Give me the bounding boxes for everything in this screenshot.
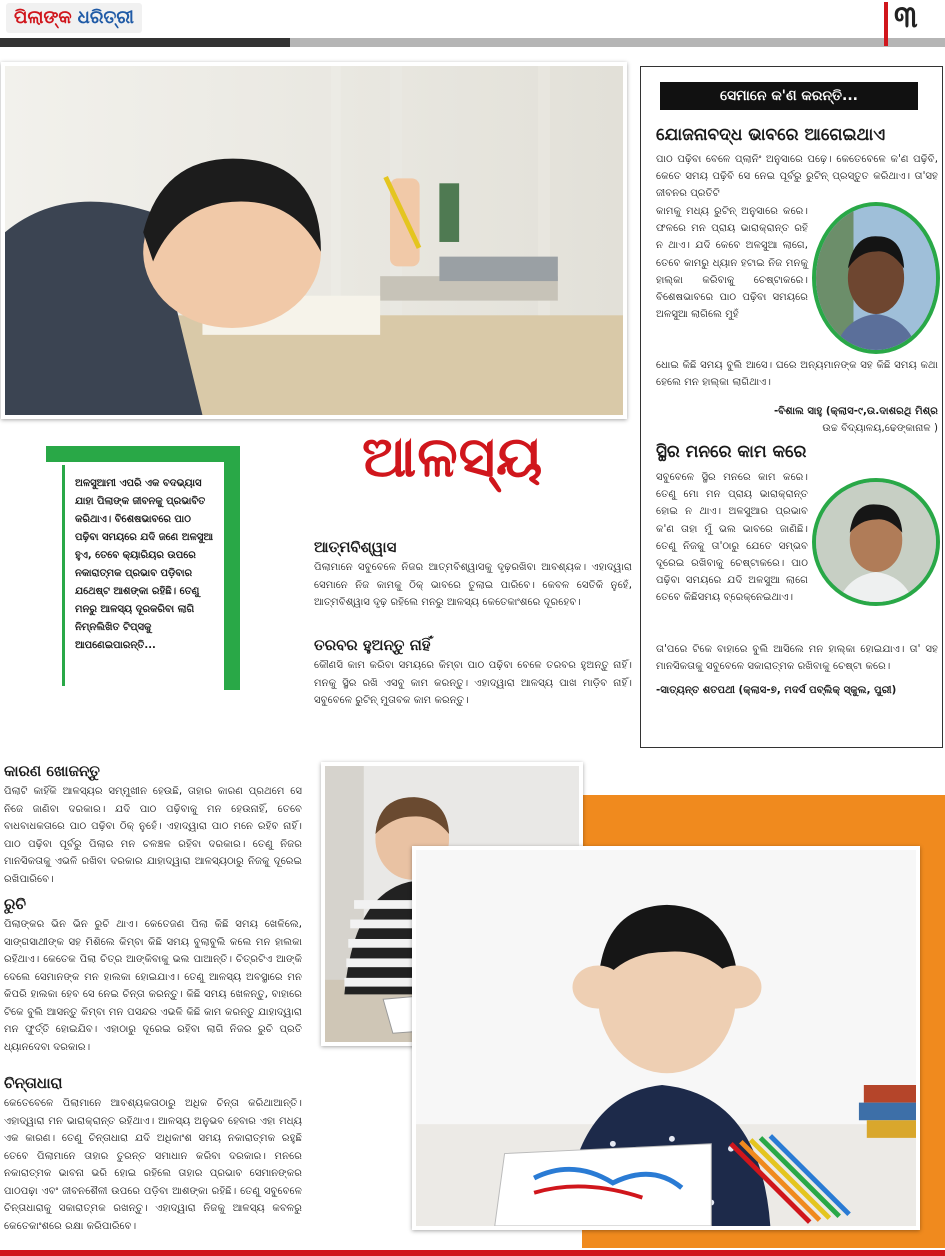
sidebar-item2-signature: -ସାତ୍ୟନ୍ତ ଶତପଥୀ (କ୍ଲାସ-୭, ମଦର୍ସ ପବ୍ଲିକ୍ ସ୍କୁଲ, ପୁରୀ): [656, 685, 897, 696]
section-find-reason-heading: କାରଣ ଖୋଜନ୍ତୁ: [4, 762, 100, 780]
sidebar-item1-text-wrap: କାମକୁ ମଧ୍ୟ ରୁଟିନ୍ ଅନୁସାରେ କରେ। ଫଳରେ ମନ ପ୍ରାୟ ଭାରାକ୍ରାନ୍ତ ରହି ନ ଥାଏ। ଯଦି କେବେ ଅଳସୁଆ ଲାଗେ, ତେବେ କାମରୁ ଧ୍ୟାନ ହଟାଇ ନିଜ ମନକୁ ହାଲ୍କା କରିବାକୁ ଚେଷ୍ଟାକରେ। ବିଶେଷଭାବରେ ପାଠ ପଢ଼ିବା ସମୟରେ ଅଳସୁଆ ଲାଗିଲେ ମୁହଁ: [656, 206, 808, 321]
logo-part-2: ଧରିତ୍ରୀ: [77, 7, 134, 28]
header-rule-dark: [0, 38, 290, 47]
section-interest: [4, 895, 302, 1056]
footer-rule: [0, 1250, 945, 1256]
section-find-reason: [4, 762, 302, 888]
section-no-hurry-heading: ତରବର ହୁଅନ୍ତୁ ନାହିଁ: [314, 636, 431, 654]
sidebar-item2-text-full: ତା'ପରେ ଟିକେ ବାହାରେ ବୁଲି ଆସିଲେ ମନ ହାଲ୍କା ହୋଇଯାଏ। ତା' ସହ ମାନସିକତାକୁ ସବୁବେଳେ ସକାରାତ୍ମକ ରଖିବାକୁ ଚେଷ୍ଟା କରେ।: [656, 644, 938, 673]
sidebar-item2-text-wrap: ସବୁବେଳେ ସ୍ଥିର ମନରେ କାମ କରେ। ତେଣୁ ମୋ ମନ ପ୍ରାୟ ଭାରାକ୍ରାନ୍ତ ହୋଇ ନ ଥାଏ। ଅଳସୁଆର ପ୍ରଭାବ କ'ଣ ତାହା ମୁଁ ଭଲ ଭାବରେ ଜାଣିଛି। ତେଣୁ ନିଜକୁ ତା'ଠାରୁ ଯେତେ ସମ୍ଭବ ଦୂରେଇ ରଖିବାକୁ ଚେଷ୍ଟାକରେ। ପାଠ ପଢ଼ିବା ସମୟରେ ଯଦି ଅଳସୁଆ ଲାଗେ ତେବେ କିଛିସମୟ ବ୍ରେକ୍‌ନେଇଥାଏ।: [656, 472, 808, 604]
newspaper-logo: [6, 3, 142, 33]
sidebar-item2-heading: ସ୍ଥିର ମନରେ କାମ କରେ: [656, 442, 807, 462]
section-find-reason-text: ପିଲାଟି କାହିଁକି ଆଳସ୍ୟର ସମ୍ମୁଖୀନ ହେଉଛି, ତାହାର କାରଣ ପ୍ରଥମେ ସେ ନିଜେ ଜାଣିବା ଦରକାର। ଯଦି ପାଠ ପଢ଼ିବାକୁ ମନ ହେଉନାହିଁ, ତେବେ ବାଧବାଧକତାରେ ପାଠ ପଢ଼ିବା ଠିକ୍ ନୁହେଁ। ଏହାଦ୍ୱାରା ପାଠ ମନେ ରହିବ ନାହିଁ। ପାଠ ପଢ଼ିବା ପୂର୍ବରୁ ପିଲାର ମନ ଚଳଞ୍ଚଳ ରହିବା ଦରକାର। ତେଣୁ ନିଜର ମାନସିକତାକୁ ଏଭଳି ରଖିବା ଦରକାର ଯାହାଦ୍ୱାରା ଆଳସ୍ୟଠାରୁ ନିଜକୁ ଦୂରେଇ ରଖିପାରିବେ।: [4, 786, 302, 885]
page-number: ୩: [894, 0, 918, 35]
sidebar-item1-signature-line1: -ବିଶାଲ ସାହୁ (କ୍ଲାସ-୯,ଉ.ଦାଶରଥି ମିଶ୍ର: [773, 406, 938, 417]
sidebar-item1-text-tail: ଧୋଇ କିଛି ସମୟ ବୁଲି ଆସେ। ଘରେ ଅନ୍ୟମାନଙ୍କ ସହ କିଛି ସମୟ କଥା ହେଲେ ମନ ହାଲ୍କା ଲାଗିଥାଏ।: [656, 360, 938, 389]
section-no-hurry-text: କୌଣସି କାମ କରିବା ସମୟରେ କିମ୍ବା ପାଠ ପଢ଼ିବା ବେଳେ ତରବର ହୁଅନ୍ତୁ ନାହିଁ। ମନକୁ ସ୍ଥିର ରଖି ଏସବୁ କାମ କରନ୍ତୁ। ଏହାଦ୍ୱାରା ଆଳସ୍ୟ ପାଖ ମାଡ଼ିବ ନାହିଁ। ସବୁବେଳେ ରୁଟିନ୍ ମୁତାବକ କାମ କରନ୍ତୁ।: [314, 660, 632, 706]
sidebar-heading: ସେମାନେ କ'ଣ କରନ୍ତି...: [660, 82, 918, 110]
sidebar-item1-heading: ଯୋଜନାବଦ୍ଧ ଭାବରେ ଆଗେଇଥାଏ: [656, 125, 886, 145]
portrait-student-1: [812, 202, 940, 354]
photo-boy-hands-on-head: [412, 846, 920, 1230]
section-confidence-text: ପିଲାମାନେ ସବୁବେଳେ ନିଜର ଆତ୍ମବିଶ୍ୱାସକୁ ଦୃଢ଼ରଖିବା ଆବଶ୍ୟକ। ଏହାଦ୍ୱାରା ସେମାନେ ନିଜ କାମକୁ ଠିକ୍ ଭାବରେ ତୁଲାଇ ପାରିବେ। କେବଳ ସେତିକି ନୁହେଁ, ଆତ୍ମବିଶ୍ୱାସ ଦୃଢ଼ ରହିଲେ ମନରୁ ଆଳସ୍ୟ କେତେକାଂଶରେ ଦୂରହେବ।: [314, 562, 632, 608]
page-number-marker: [884, 2, 888, 46]
logo-part-1: ପିଲାଙ୍କ: [14, 7, 72, 28]
article-title: ଆଳସ୍ୟ: [362, 425, 544, 490]
section-thinking: [4, 1074, 302, 1235]
section-interest-text: ପିଲାଙ୍କର ଭିନ ଭିନ ରୁଚି ଥାଏ। କେତେଜଣ ପିଲା କିଛି ସମୟ ଖେଳିଲେ, ସାଙ୍ଗସାଥୀଙ୍କ ସହ ମିଶିଲେ କିମ୍ବା କିଛି ସମୟ ବୁଲାବୁଲି କଲେ ମନ ହାଲକା ରହିଥାଏ। କେତେକ ପିଲା ଚିତ୍ର ଆଙ୍କିବାକୁ ଭଲ ପାଆନ୍ତି। ଚିତ୍ରଟିଏ ଆଙ୍କି ଦେଲେ ସେମାନଙ୍କ ମନ ହାଲକା ହୋଇଯାଏ। ତେଣୁ ଆଳସ୍ୟ ଅବସ୍ଥାରେ ମନ କିପରି ହାଲକା ହେବ ସେ ନେଇ ଚିନ୍ତା କରନ୍ତୁ। କିଛି ସମୟ ଖେଳନ୍ତୁ, ବାହାରେ ଟିକେ ବୁଲି ଆସନ୍ତୁ କିମ୍ବା ମନ ପସନ୍ଦର ଏଭଳି କିଛି କାମ କରନ୍ତୁ ଯାହାଦ୍ୱାରା ମନ ଫୁର୍ତ୍ତି ହୋଇଯିବ। ଏହାଠାରୁ ଦୂରେଇ ରହିବା ଲାଗି ନିଜର ରୁଚି ପ୍ରତି ଧ୍ୟାନଦେବା ଦରକାର।: [4, 919, 302, 1053]
green-frame-side: [224, 446, 240, 690]
photo-boy-resting-on-desk: [1, 62, 627, 419]
sidebar-item1-signature-line2: ଉଚ୍ଚ ବିଦ୍ୟାଳୟ,ଢେଙ୍କାନାଳ ): [822, 423, 938, 434]
section-interest-heading: ରୁଚି: [4, 895, 27, 913]
masthead: [0, 0, 945, 50]
sidebar-item1-text-full: ପାଠ ପଢ଼ିବା ବେଳେ ପ୍ଲାନିଂ ଅନୁସାରେ ପଢ଼େ। କେତେବେଳେ କ'ଣ ପଢ଼ିବି, କେତେ ସମୟ ପଢ଼ିବି ସେ ନେଇ ପୂର୍ବରୁ ରୁଟିନ୍ ପ୍ରସ୍ତୁତ କରିଥାଏ। ତା'ସହ ଜୀବନର ପ୍ରତିଟି: [656, 154, 938, 200]
header-rule-light: [290, 38, 945, 47]
intro-quote-box: [62, 465, 222, 686]
section-thinking-text: କେତେବେଳେ ପିଲାମାନେ ଆବଶ୍ୟକତାଠାରୁ ଅଧିକ ଚିନ୍ତା କରିଥାଆନ୍ତି। ଏହାଦ୍ୱାରା ମନ ଭାରାକ୍ରାନ୍ତ ରହିଥାଏ। ଆଳସ୍ୟ ଅନୁଭବ ହେବାର ଏହା ମଧ୍ୟ ଏକ କାରଣ। ତେଣୁ ଚିନ୍ତାଧାରା ଯଦି ଅଧିକାଂଶ ସମୟ ନକାରାତ୍ମକ ରହୁଛି ତେବେ ପିଲାମାନେ ତାହାର ତୁରନ୍ତ ସମାଧାନ କରିବା ଦରକାର। ମନରେ ନକାରାତ୍ମକ ଭାବନା ଭରି ହୋଇ ରହିଲେ ତାହାର ପ୍ରଭାବ ସେମାନଙ୍କର ପାଠପଢ଼ା ଏବଂ ଜୀବନଶୈଳୀ ଉପରେ ପଡ଼ିବା ଆଶଙ୍କା ରହିଛି। ତେଣୁ ସବୁବେଳେ ଚିନ୍ତାଧାରାକୁ ସକାରାତ୍ମକ ରଖନ୍ତୁ। ଏହାଦ୍ୱାରା ନିଜକୁ ଆଳସ୍ୟ କବଳରୁ କେତେକାଂଶରେ ରକ୍ଷା କରିପାରିବେ।: [4, 1098, 302, 1232]
green-frame-top: [46, 446, 240, 462]
portrait-student-2: [812, 478, 940, 606]
section-confidence-heading: ଆତ୍ମବିଶ୍ୱାସ: [314, 538, 397, 556]
section-no-hurry: [314, 636, 632, 710]
section-confidence: [314, 538, 632, 612]
intro-quote-text: ଅଳସୁଆମୀ ଏପରି ଏକ ବଦଭ୍ୟାସ ଯାହା ପିଲାଙ୍କ ଜୀବନକୁ ପ୍ରଭାବିତ କରିଥାଏ। ବିଶେଷଭାବରେ ପାଠ ପଢ଼ିବା ସମୟରେ ଯଦି ଜଣେ ଅଳସୁଆ ହୁଏ, ତେବେ କ୍ୟାରିୟର ଉପରେ ନକାରାତ୍ମକ ପ୍ରଭାବ ପଡ଼ିବାର ଯଥେଷ୍ଟ ଆଶଙ୍କା ରହିଛି। ତେଣୁ ମନରୁ ଆଳସ୍ୟ ଦୂରକରିବା ଲାଗି ନିମ୍ନଲିଖିତ ଟିପ୍ସକୁ ଆପଣେଇପାରନ୍ତି...: [75, 478, 214, 651]
section-thinking-heading: ଚିନ୍ତାଧାରା: [4, 1074, 63, 1092]
